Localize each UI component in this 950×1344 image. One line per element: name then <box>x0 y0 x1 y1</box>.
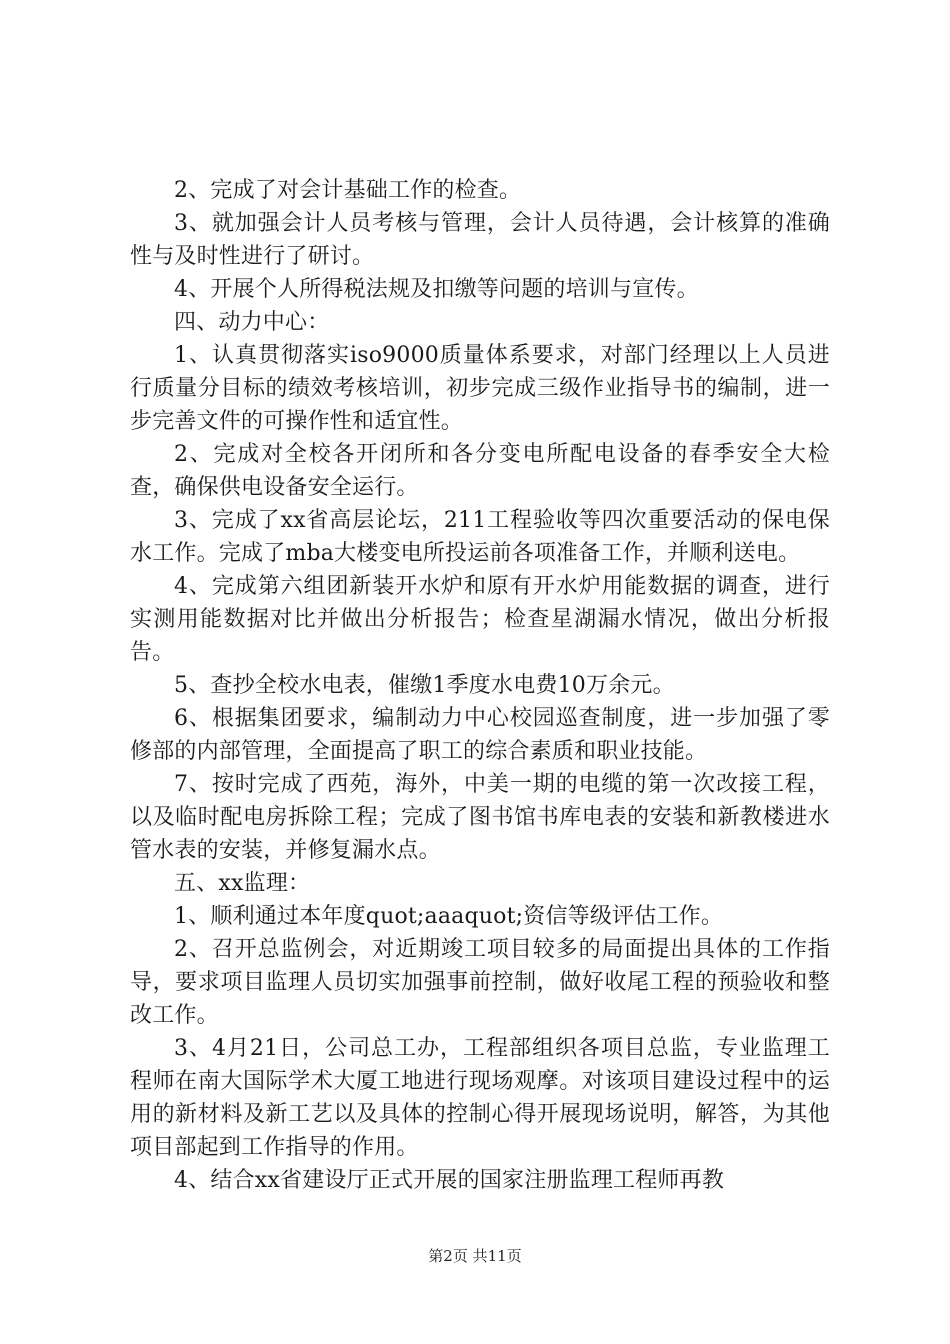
document-body <box>130 174 830 1197</box>
section-heading: 五、xx监理： <box>174 871 311 896</box>
paragraph: 2、完成了对会计基础工作的检查。 <box>174 178 522 203</box>
paragraph: 5、查抄全校水电表，催缴1季度水电费10万余元。 <box>174 673 675 698</box>
page-footer: 第2页 共11页 <box>428 1247 522 1265</box>
paragraph: 7、按时完成了西苑，海外，中美一期的电缆的第一次改接工程，以及临时配电房拆除工程；完成了图书馆书库电表的安装和新教楼进水管水表的安装，并修复漏水点。 <box>130 772 830 863</box>
paragraph: 2、召开总监例会，对近期竣工项目较多的局面提出具体的工作指导，要求项目监理人员切实加强事前控制，做好收尾工程的预验收和整改工作。 <box>130 937 830 1028</box>
paragraph: 4、结合xx省建设厅正式开展的国家注册监理工程师再教 <box>174 1168 725 1193</box>
paragraph: 2、完成对全校各开闭所和各分变电所配电设备的春季安全大检查，确保供电设备安全运行。 <box>130 442 830 500</box>
paragraph: 6、根据集团要求，编制动力中心校园巡查制度，进一步加强了零修部的内部管理，全面提高了职工的综合素质和职业技能。 <box>130 706 830 764</box>
paragraph: 4、完成第六组团新装开水炉和原有开水炉用能数据的调查，进行实测用能数据对比并做出分析报告；检查星湖漏水情况，做出分析报告。 <box>130 574 830 665</box>
paragraph: 1、认真贯彻落实iso9000质量体系要求，对部门经理以上人员进行质量分目标的绩效考核培训，初步完成三级作业指导书的编制，进一步完善文件的可操作性和适宜性。 <box>130 343 830 434</box>
paragraph: 3、完成了xx省高层论坛，211工程验收等四次重要活动的保电保水工作。完成了mba大楼变电所投运前各项准备工作，并顺利送电。 <box>130 508 830 566</box>
paragraph: 3、就加强会计人员考核与管理，会计人员待遇，会计核算的准确性与及时性进行了研讨。 <box>130 211 830 269</box>
section-heading: 四、动力中心： <box>174 310 330 335</box>
paragraph: 3、4月21日，公司总工办，工程部组织各项目总监，专业监理工程师在南大国际学术大厦工地进行现场观摩。对该项目建设过程中的运用的新材料及新工艺以及具体的控制心得开展现场说明，解答，为其他项目部起到工作指导的作用。 <box>130 1036 830 1160</box>
paragraph: 4、开展个人所得税法规及扣缴等问题的培训与宣传。 <box>174 277 699 302</box>
paragraph: 1、顺利通过本年度quot;aaaquot;资信等级评估工作。 <box>174 904 724 929</box>
